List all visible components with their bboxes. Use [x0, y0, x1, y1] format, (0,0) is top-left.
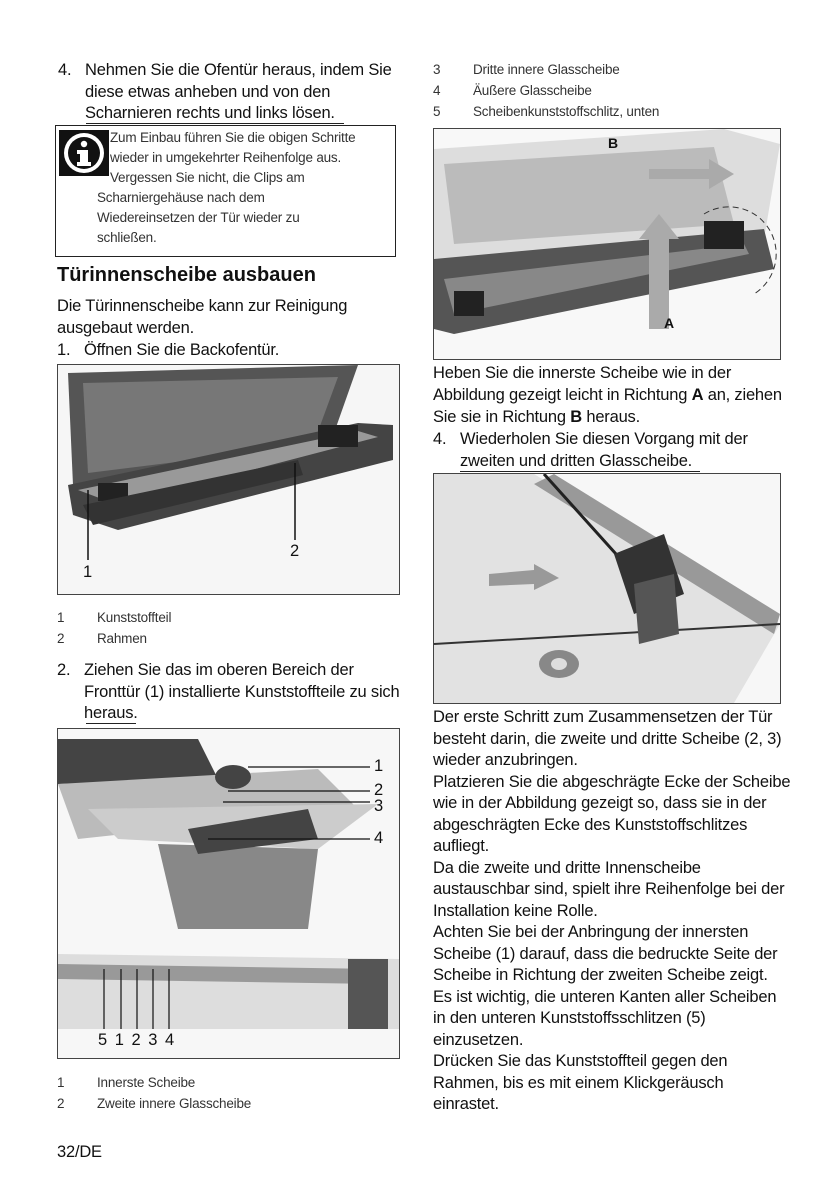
body-line	[433, 407, 640, 429]
bold-letter: A	[691, 386, 704, 404]
intro-line: Die Türinnenscheibe kann zur Reinigung	[57, 297, 348, 315]
body-line: in den unteren Kunststoffsschlitzen (5)	[433, 1009, 706, 1027]
step-number: 4.	[58, 61, 72, 79]
info-line: schließen.	[97, 230, 157, 245]
body-line: Heben Sie die innerste Scheibe wie in der	[433, 364, 732, 382]
figure-label-row: 5 1 2 3 4	[98, 1031, 176, 1049]
body-text: Abbildung gezeigt leicht in Richtung	[433, 386, 692, 404]
figure-label: 3	[374, 797, 383, 815]
arrow-label: A	[664, 315, 675, 331]
section-heading: Türinnenscheibe ausbauen	[57, 264, 316, 286]
info-line: Wiedereinsetzen der Tür wieder zu	[97, 210, 300, 225]
body-line: austauschbar sind, spielt ihre Reihenfolge bei der	[433, 880, 785, 898]
figure-caption	[57, 1073, 397, 1113]
body-line: Da die zweite und dritte Innenscheibe	[433, 858, 701, 877]
step-1-open-door	[57, 340, 397, 362]
figure-glass-panes	[57, 728, 400, 1059]
body-line: einrastet.	[433, 1095, 499, 1113]
figure-corner-slot	[433, 473, 781, 704]
step-4-repeat	[433, 429, 783, 473]
caption-number: 2	[57, 1096, 65, 1111]
figure-label: 2	[374, 781, 383, 799]
intro-line: ausgebaut werden.	[57, 319, 194, 337]
caption-text: Dritte innere Glasscheibe	[473, 62, 620, 77]
figure-oven-door-open	[57, 364, 400, 595]
underline-rule	[460, 471, 700, 472]
step-number: 1.	[57, 341, 71, 359]
body-line: Drücken Sie das Kunststoffteil gegen den	[433, 1052, 728, 1070]
info-icon	[59, 130, 109, 176]
info-line: Zum Einbau führen Sie die obigen Schritte	[110, 130, 356, 145]
step-text-line: zweiten und dritten Glasscheibe.	[460, 451, 693, 470]
step-text-line: diese etwas anheben und von den	[85, 82, 331, 101]
body-line: Scheibe (1) darauf, dass die bedruckte Seite der	[433, 944, 778, 963]
caption-text: Kunststoffteil	[97, 610, 172, 625]
figure-lift-pane	[433, 128, 781, 360]
step-number: 2.	[57, 661, 71, 679]
figure-label: 1	[374, 757, 383, 775]
figure-label: 4	[374, 829, 383, 847]
underline-rule	[86, 123, 344, 124]
caption-number: 1	[57, 610, 65, 625]
bold-letter: B	[570, 408, 582, 426]
step-text-line: Wiederholen Sie diesen Vorgang mit der	[460, 430, 748, 448]
body-line: Installation keine Rolle.	[433, 901, 598, 920]
body-line: Achten Sie bei der Anbringung der innersten	[433, 923, 749, 941]
info-box	[55, 125, 396, 257]
caption-number: 1	[57, 1075, 65, 1090]
info-line: wieder in umgekehrter Reihenfolge aus.	[110, 150, 342, 165]
step-number: 4.	[433, 430, 447, 448]
info-line: Vergessen Sie nicht, die Clips am	[110, 170, 305, 185]
step-text-line: Scharnieren rechts und links lösen.	[85, 104, 335, 122]
body-line: einzusetzen.	[433, 1030, 524, 1049]
step-2-pull-plastic	[57, 660, 407, 726]
body-line: wieder anzubringen.	[433, 751, 578, 769]
underline-rule	[86, 723, 136, 724]
step-text-line: Fronttür (1) installierte Kunststoffteile zu sich	[84, 682, 400, 701]
caption-number: 4	[433, 83, 441, 98]
caption-number: 2	[57, 631, 65, 646]
step-text-line: Öffnen Sie die Backofentür.	[84, 341, 280, 359]
figure-label: 1	[83, 563, 92, 581]
step-text-line: Nehmen Sie die Ofentür heraus, indem Sie	[85, 61, 392, 79]
body-line: Der erste Schritt zum Zusammensetzen der Tür	[433, 708, 773, 726]
body-line: Platzieren Sie die abgeschrägte Ecke der Scheibe	[433, 772, 791, 791]
body-text: Sie sie in Richtung	[433, 408, 571, 426]
step-text-line: Ziehen Sie das im oberen Bereich der	[84, 661, 354, 679]
body-line: Rahmen, bis es mit einem Klickgeräusch	[433, 1073, 724, 1092]
body-line: Scheibe in Richtung der zweiten Scheibe zeigt.	[433, 966, 768, 984]
body-text: heraus.	[581, 408, 640, 426]
figure-caption	[57, 608, 397, 648]
body-text: an, ziehen	[703, 386, 782, 404]
body-line: wie in der Abbildung gezeigt so, dass sie in der	[433, 794, 767, 812]
caption-text: Äußere Glasscheibe	[473, 83, 592, 98]
figure-caption	[433, 60, 773, 122]
body-line	[433, 385, 782, 407]
caption-number: 5	[433, 104, 441, 119]
caption-text: Rahmen	[97, 631, 147, 646]
caption-text: Innerste Scheibe	[97, 1075, 196, 1090]
body-line: abgeschrägten Ecke des Kunststoffschlitzes	[433, 815, 748, 834]
step-text-line: heraus.	[84, 704, 138, 722]
body-line: Es ist wichtig, die unteren Kanten aller Scheiben	[433, 987, 777, 1006]
body-line: aufliegt.	[433, 837, 489, 855]
caption-text: Scheibenkunststoffschlitz, unten	[473, 104, 660, 119]
figure-label: 2	[290, 542, 299, 560]
caption-number: 3	[433, 62, 441, 77]
body-line: besteht darin, die zweite und dritte Scheibe (2, 3)	[433, 729, 782, 748]
caption-text: Zweite innere Glasscheibe	[97, 1096, 252, 1111]
page-number: 32/DE	[57, 1143, 102, 1161]
info-line: Scharniergehäuse nach dem	[97, 190, 265, 205]
arrow-label: B	[608, 135, 619, 151]
